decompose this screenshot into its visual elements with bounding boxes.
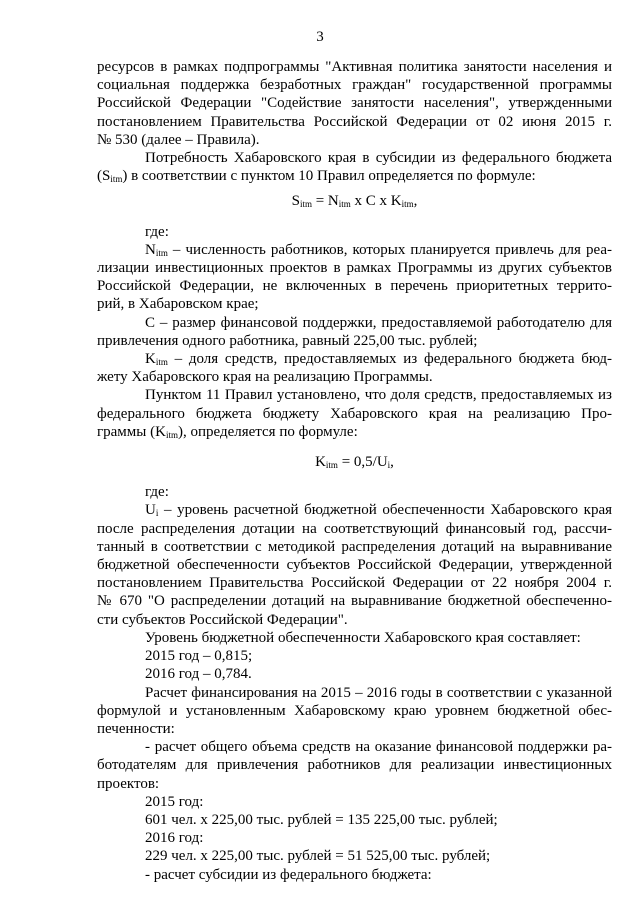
text-part: (S [97, 168, 111, 185]
text-line: бюджетной обеспеченности субъектов Российской Федерации, утвержденной [97, 557, 612, 574]
subscript: itm [338, 199, 351, 210]
text-line: ботодателям для привлечения работников для реализации инвестиционных [97, 757, 612, 774]
text-line: Российской Федерации, не включенных в перечень приоритетных террито- [97, 278, 612, 295]
text-part: ) в соответствии с пунктом 10 Правил определяется по формуле: [122, 168, 536, 185]
text-line: жету Хабаровского края на реализацию Программы. [97, 369, 433, 386]
definition-n [97, 241, 612, 314]
subscript: itm [155, 247, 168, 258]
text-line: ресурсов в рамках подпрограммы "Активная политика занятости населения и [97, 59, 612, 75]
budget-level-section [97, 629, 612, 684]
text-part: – доля средств, предоставляемых из федерального бюджета бюд- [167, 351, 612, 368]
formula-symbol: K [315, 454, 326, 471]
formula-text: , [413, 193, 418, 210]
text-line [97, 350, 612, 368]
text-line: социальная поддержка безработных граждан" государственной программы [97, 77, 612, 94]
text-line: Расчет финансирования на 2015 – 2016 годы в соответствии с указанной [145, 684, 612, 701]
text-line: после распределения дотации на соответствующий финансовый год, рассчи- [97, 520, 612, 537]
year-2016-label: 2016 год: [145, 830, 204, 847]
text-line: федерального бюджета бюджету Хабаровского края на реализацию Про- [97, 405, 612, 422]
formula-text: = N [311, 193, 339, 210]
paragraph-total-volume [97, 738, 612, 793]
formula-symbol: S [291, 193, 300, 210]
text-line: рий, в Хабаровском крае; [97, 296, 259, 313]
text-line [97, 241, 612, 259]
subscript: itm [110, 174, 123, 185]
page-number: 3 [316, 29, 324, 45]
definition-u [97, 501, 612, 628]
subscript: itm [165, 429, 178, 440]
text-line: С – размер финансовой поддержки, предоставляемой работодателю для [145, 314, 612, 331]
where-label: где: [145, 223, 169, 240]
text-line: печенности: [97, 720, 175, 737]
symbol: N [145, 241, 156, 258]
text-line [97, 501, 612, 519]
formula-share [97, 453, 612, 471]
document-body [97, 58, 612, 884]
paragraph-financing-calc [97, 684, 612, 739]
paragraph-subsidy-need [97, 149, 612, 185]
year-2015-label: 2015 год: [145, 793, 204, 810]
formula-text: = 0,5/U [337, 454, 388, 471]
text-line: сти субъектов Российской Федерации". [97, 611, 348, 628]
subscript: i [387, 460, 391, 471]
subsidy-calc-heading: - расчет субсидии из федерального бюджета: [145, 866, 432, 883]
subscript: itm [401, 199, 414, 210]
level-2016: 2016 год – 0,784. [145, 666, 252, 683]
symbol: U [145, 502, 156, 519]
year-2016-calc: 229 чел. х 225,00 тыс. рублей = 51 525,00 тыс. рублей; [145, 848, 491, 865]
text-line: танный в соответствии с методикой распределения дотаций на выравнивание [97, 538, 612, 555]
subscript: i [155, 508, 159, 519]
text-line: Российской Федерации "Содействие занятости населения", утвержденными [97, 95, 612, 112]
text-part: граммы (K [97, 423, 166, 440]
subscript: itm [325, 460, 338, 471]
text-part: – уровень расчетной бюджетной обеспеченности Хабаровского края [158, 502, 612, 519]
text-line: Уровень бюджетной обеспеченности Хабаровского края составляет: [145, 629, 581, 646]
text-line: постановлением Правительства Российской Федерации от 02 июня 2015 г. [97, 113, 612, 130]
definition-k [97, 350, 612, 386]
text-line: привлечения одного работника, равный 225,00 тыс. рублей; [97, 332, 478, 349]
level-2015: 2015 год – 0,815; [145, 648, 253, 665]
text-line: проектов: [97, 775, 160, 792]
text-line: № 530 (далее – Правила). [97, 131, 260, 148]
text-line: Пунктом 11 Правил установлено, что доля средств, предоставляемых из [145, 387, 612, 404]
text-part: – численность работников, которых планируется привлечь для реа- [167, 241, 612, 258]
paragraph-point-11 [97, 386, 612, 441]
text-line: Потребность Хабаровского края в субсидии из федерального бюджета [145, 150, 612, 167]
definition-c [97, 314, 612, 350]
formula-text: x C x K [350, 193, 402, 210]
text-line: лизации инвестиционных проектов в рамках Программы из других субъектов [97, 260, 612, 277]
text-part: ), определяется по формуле: [177, 423, 358, 440]
symbol: K [145, 351, 156, 368]
text-line: формулой и установленным Хабаровскому краю уровнем бюджетной обес- [97, 702, 612, 719]
where-label: где: [145, 484, 169, 501]
text-line [97, 167, 612, 185]
text-line: - расчет общего объема средств на оказание финансовой поддержки ра- [145, 739, 612, 756]
text-line: постановлением Правительства Российской Федерации от 22 ноября 2004 г. [97, 575, 612, 592]
subscript: itm [299, 199, 312, 210]
text-line [97, 423, 612, 441]
paragraph-rules-reference [97, 58, 612, 149]
formula-text: , [390, 454, 394, 471]
text-line: № 670 "О распределении дотаций на выравнивание бюджетной обеспеченно- [97, 593, 612, 610]
formula-subsidy [97, 192, 612, 210]
subscript: itm [155, 357, 168, 368]
year-2015-calc: 601 чел. х 225,00 тыс. рублей = 135 225,00 тыс. рублей; [145, 811, 498, 828]
